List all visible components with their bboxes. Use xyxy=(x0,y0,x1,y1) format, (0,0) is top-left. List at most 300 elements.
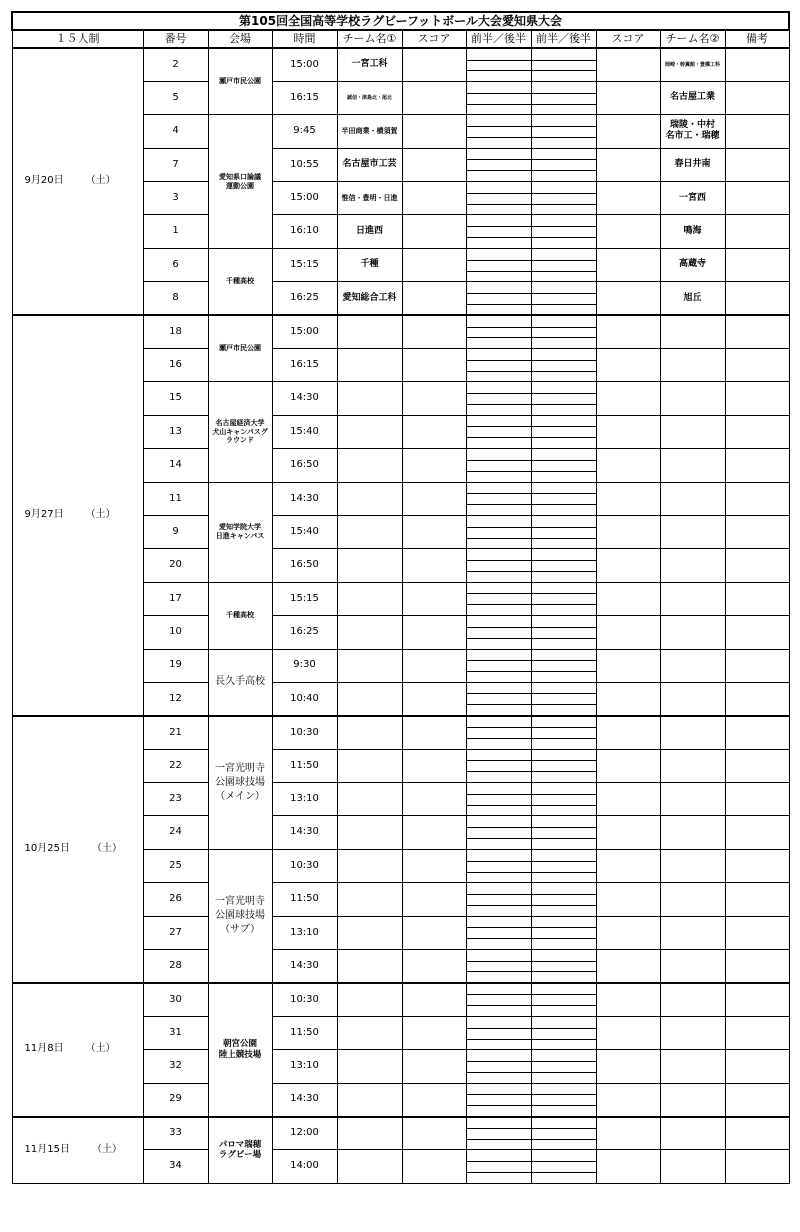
team2-name xyxy=(660,682,725,715)
table-row xyxy=(12,1117,789,1150)
half-score-cell-1 xyxy=(466,215,531,248)
match-number: 23 xyxy=(143,783,208,816)
score1-cell xyxy=(402,950,466,983)
score1-cell xyxy=(402,449,466,482)
kickoff-time: 14:30 xyxy=(272,482,337,515)
kickoff-time: 13:10 xyxy=(272,783,337,816)
kickoff-time: 16:15 xyxy=(272,349,337,382)
half-score-cell-1 xyxy=(466,81,531,114)
half-score-cell-2 xyxy=(531,1083,596,1116)
match-number: 29 xyxy=(143,1083,208,1116)
half-score-cell-2 xyxy=(531,549,596,582)
remarks-cell xyxy=(725,616,789,649)
team1-name xyxy=(337,983,402,1016)
score1-cell xyxy=(402,1083,466,1116)
team2-name xyxy=(660,883,725,916)
score2-cell xyxy=(596,1016,660,1049)
match-number: 2 xyxy=(143,48,208,81)
team2-name xyxy=(660,1117,725,1150)
weekday-label: （土） xyxy=(85,509,116,521)
half-score-cell-2 xyxy=(531,48,596,81)
half-score-cell-1 xyxy=(466,916,531,949)
venue: 朝宮公園 陸上競技場 xyxy=(208,983,272,1117)
team1-name xyxy=(337,582,402,615)
date-label: 9月27日 xyxy=(24,509,64,521)
half-score-cell-2 xyxy=(531,349,596,382)
half-score-cell-2 xyxy=(531,1016,596,1049)
header-remarks: 備考 xyxy=(725,30,789,48)
title-row xyxy=(12,12,789,30)
team2-name xyxy=(660,616,725,649)
score2-cell xyxy=(596,749,660,782)
score2-cell xyxy=(596,482,660,515)
half-score-cell-1 xyxy=(466,849,531,882)
team1-name: 名古屋市工芸 xyxy=(337,148,402,181)
score1-cell xyxy=(402,182,466,215)
half-score-cell-1 xyxy=(466,382,531,415)
half-score-cell-2 xyxy=(531,515,596,548)
remarks-cell xyxy=(725,81,789,114)
half-score-cell-1 xyxy=(466,515,531,548)
score2-cell xyxy=(596,549,660,582)
table-row xyxy=(12,716,789,749)
half-score-cell-2 xyxy=(531,716,596,749)
team1-name xyxy=(337,1016,402,1049)
kickoff-time: 10:40 xyxy=(272,682,337,715)
score2-cell xyxy=(596,282,660,315)
kickoff-time: 9:30 xyxy=(272,649,337,682)
team1-name xyxy=(337,449,402,482)
team2-name xyxy=(660,649,725,682)
kickoff-time: 15:40 xyxy=(272,415,337,448)
remarks-cell xyxy=(725,1050,789,1083)
remarks-cell xyxy=(725,849,789,882)
half-score-cell-1 xyxy=(466,816,531,849)
score2-cell xyxy=(596,916,660,949)
score1-cell xyxy=(402,349,466,382)
date-label: 9月20日 xyxy=(24,175,64,187)
team2-name: 名古屋工業 xyxy=(660,81,725,114)
match-number: 28 xyxy=(143,950,208,983)
match-number: 34 xyxy=(143,1150,208,1183)
score1-cell xyxy=(402,315,466,348)
venue: 一宮光明寺 公園球技場 （メイン） xyxy=(208,716,272,850)
weekday-label: （土） xyxy=(91,1143,122,1155)
half-score-cell-1 xyxy=(466,449,531,482)
score2-cell xyxy=(596,81,660,114)
match-number: 21 xyxy=(143,716,208,749)
header-team1: チーム名① xyxy=(337,30,402,48)
remarks-cell xyxy=(725,916,789,949)
match-number: 10 xyxy=(143,616,208,649)
kickoff-time: 10:30 xyxy=(272,849,337,882)
table-row xyxy=(12,48,789,81)
match-number: 3 xyxy=(143,182,208,215)
remarks-cell xyxy=(725,215,789,248)
team2-name xyxy=(660,1016,725,1049)
score2-cell xyxy=(596,616,660,649)
half-score-cell-1 xyxy=(466,315,531,348)
match-date xyxy=(12,315,143,716)
team2-name xyxy=(660,983,725,1016)
remarks-cell xyxy=(725,549,789,582)
score1-cell xyxy=(402,716,466,749)
match-number: 9 xyxy=(143,515,208,548)
team2-name xyxy=(660,315,725,348)
half-score-cell-1 xyxy=(466,415,531,448)
match-number: 33 xyxy=(143,1117,208,1150)
remarks-cell xyxy=(725,182,789,215)
score1-cell xyxy=(402,682,466,715)
half-score-cell-1 xyxy=(466,182,531,215)
header-number: 番号 xyxy=(143,30,208,48)
remarks-cell xyxy=(725,883,789,916)
half-score-cell-1 xyxy=(466,1083,531,1116)
match-number: 26 xyxy=(143,883,208,916)
half-score-cell-2 xyxy=(531,282,596,315)
table-row xyxy=(12,983,789,1016)
kickoff-time: 15:15 xyxy=(272,248,337,281)
team1-name xyxy=(337,515,402,548)
team2-name: 鳴海 xyxy=(660,215,725,248)
team1-name xyxy=(337,1050,402,1083)
score1-cell xyxy=(402,48,466,81)
team2-name xyxy=(660,849,725,882)
kickoff-time: 11:50 xyxy=(272,1016,337,1049)
score2-cell xyxy=(596,1050,660,1083)
remarks-cell xyxy=(725,716,789,749)
team2-name xyxy=(660,950,725,983)
venue: パロマ瑞穂 ラグビー場 xyxy=(208,1117,272,1184)
score1-cell xyxy=(402,1050,466,1083)
team1-name xyxy=(337,382,402,415)
score2-cell xyxy=(596,1117,660,1150)
team2-name xyxy=(660,415,725,448)
match-number: 22 xyxy=(143,749,208,782)
header-half-scores-2: 前半／後半 xyxy=(531,30,596,48)
score2-cell xyxy=(596,682,660,715)
score2-cell xyxy=(596,182,660,215)
remarks-cell xyxy=(725,1083,789,1116)
half-score-cell-1 xyxy=(466,749,531,782)
score2-cell xyxy=(596,349,660,382)
match-number: 6 xyxy=(143,248,208,281)
half-score-cell-1 xyxy=(466,950,531,983)
match-number: 14 xyxy=(143,449,208,482)
venue: 千種高校 xyxy=(208,582,272,649)
half-score-cell-2 xyxy=(531,649,596,682)
team1-name: 千種 xyxy=(337,248,402,281)
remarks-cell xyxy=(725,415,789,448)
header-venue: 会場 xyxy=(208,30,272,48)
team2-name xyxy=(660,1083,725,1116)
half-score-cell-2 xyxy=(531,382,596,415)
score2-cell xyxy=(596,783,660,816)
remarks-cell xyxy=(725,950,789,983)
table-row xyxy=(12,315,789,348)
match-number: 27 xyxy=(143,916,208,949)
score1-cell xyxy=(402,148,466,181)
remarks-cell xyxy=(725,349,789,382)
kickoff-time: 16:25 xyxy=(272,616,337,649)
half-score-cell-1 xyxy=(466,682,531,715)
half-score-cell-2 xyxy=(531,482,596,515)
half-score-cell-2 xyxy=(531,883,596,916)
kickoff-time: 13:10 xyxy=(272,916,337,949)
team2-name: 旭丘 xyxy=(660,282,725,315)
half-score-cell-1 xyxy=(466,1150,531,1183)
team2-name: 岡崎・幹翼館・豊橋工科 xyxy=(660,48,725,81)
score2-cell xyxy=(596,883,660,916)
half-score-cell-1 xyxy=(466,783,531,816)
team1-name xyxy=(337,916,402,949)
date-label: 10月25日 xyxy=(24,843,70,855)
header-format: １５人制 xyxy=(12,30,143,48)
score1-cell xyxy=(402,81,466,114)
match-number: 13 xyxy=(143,415,208,448)
score2-cell xyxy=(596,315,660,348)
score1-cell xyxy=(402,816,466,849)
match-number: 16 xyxy=(143,349,208,382)
kickoff-time: 14:00 xyxy=(272,1150,337,1183)
venue: 名古屋経済大学 犬山キャンパスグ ラウンド xyxy=(208,382,272,482)
match-number: 24 xyxy=(143,816,208,849)
score2-cell xyxy=(596,1083,660,1116)
team1-name xyxy=(337,1117,402,1150)
score1-cell xyxy=(402,883,466,916)
half-score-cell-1 xyxy=(466,48,531,81)
team2-name xyxy=(660,1050,725,1083)
header-half-scores-1: 前半／後半 xyxy=(466,30,531,48)
match-date xyxy=(12,1117,143,1184)
half-score-cell-1 xyxy=(466,1050,531,1083)
remarks-cell xyxy=(725,816,789,849)
half-score-cell-2 xyxy=(531,950,596,983)
match-date xyxy=(12,983,143,1117)
half-score-cell-2 xyxy=(531,415,596,448)
half-score-cell-2 xyxy=(531,248,596,281)
score1-cell xyxy=(402,248,466,281)
team2-name: 瑞陵・中村 名市工・瑞穂 xyxy=(660,115,725,148)
tournament-schedule-sheet xyxy=(11,11,790,1184)
score2-cell xyxy=(596,248,660,281)
venue: 瀬戸市民公園 xyxy=(208,315,272,382)
team1-name xyxy=(337,315,402,348)
remarks-cell xyxy=(725,148,789,181)
venue: 愛知県口論議 運動公園 xyxy=(208,115,272,249)
half-score-cell-1 xyxy=(466,282,531,315)
half-score-cell-1 xyxy=(466,983,531,1016)
team1-name xyxy=(337,1150,402,1183)
kickoff-time: 14:30 xyxy=(272,382,337,415)
remarks-cell xyxy=(725,48,789,81)
remarks-cell xyxy=(725,482,789,515)
half-score-cell-2 xyxy=(531,1050,596,1083)
sheet-title: 第105回全国高等学校ラグビーフットボール大会愛知県大会 xyxy=(12,12,789,30)
weekday-label: （土） xyxy=(85,175,116,187)
score1-cell xyxy=(402,1016,466,1049)
score2-cell xyxy=(596,515,660,548)
team1-name xyxy=(337,549,402,582)
remarks-cell xyxy=(725,1016,789,1049)
score2-cell xyxy=(596,382,660,415)
team1-name xyxy=(337,950,402,983)
match-date xyxy=(12,716,143,983)
team1-name: 愛知総合工科 xyxy=(337,282,402,315)
half-score-cell-2 xyxy=(531,783,596,816)
team1-name xyxy=(337,1083,402,1116)
half-score-cell-2 xyxy=(531,916,596,949)
half-score-cell-2 xyxy=(531,682,596,715)
match-number: 18 xyxy=(143,315,208,348)
team1-name xyxy=(337,883,402,916)
score2-cell xyxy=(596,582,660,615)
team1-name xyxy=(337,783,402,816)
half-score-cell-1 xyxy=(466,148,531,181)
half-score-cell-2 xyxy=(531,1150,596,1183)
score1-cell xyxy=(402,215,466,248)
match-number: 31 xyxy=(143,1016,208,1049)
team2-name xyxy=(660,549,725,582)
kickoff-time: 16:50 xyxy=(272,449,337,482)
score2-cell xyxy=(596,849,660,882)
team1-name xyxy=(337,682,402,715)
venue: 一宮光明寺 公園球技場 （サブ） xyxy=(208,849,272,983)
kickoff-time: 14:30 xyxy=(272,1083,337,1116)
kickoff-time: 15:15 xyxy=(272,582,337,615)
team2-name xyxy=(660,816,725,849)
team1-name: 惟信・豊明・日進 xyxy=(337,182,402,215)
remarks-cell xyxy=(725,515,789,548)
header-team2: チーム名② xyxy=(660,30,725,48)
score1-cell xyxy=(402,1150,466,1183)
venue: 千種高校 xyxy=(208,248,272,315)
half-score-cell-1 xyxy=(466,1016,531,1049)
team2-name xyxy=(660,582,725,615)
score1-cell xyxy=(402,482,466,515)
score1-cell xyxy=(402,515,466,548)
score2-cell xyxy=(596,48,660,81)
kickoff-time: 11:50 xyxy=(272,749,337,782)
half-score-cell-1 xyxy=(466,883,531,916)
score1-cell xyxy=(402,549,466,582)
date-label: 11月15日 xyxy=(24,1143,70,1155)
team1-name: 半田商業・横須賀 xyxy=(337,115,402,148)
score1-cell xyxy=(402,282,466,315)
kickoff-time: 15:00 xyxy=(272,182,337,215)
half-score-cell-2 xyxy=(531,182,596,215)
team2-name xyxy=(660,716,725,749)
header-row xyxy=(12,30,789,48)
header-time: 時間 xyxy=(272,30,337,48)
kickoff-time: 10:30 xyxy=(272,716,337,749)
half-score-cell-1 xyxy=(466,649,531,682)
schedule-table xyxy=(11,11,790,1184)
team1-name xyxy=(337,816,402,849)
half-score-cell-1 xyxy=(466,1117,531,1150)
match-number: 32 xyxy=(143,1050,208,1083)
score1-cell xyxy=(402,115,466,148)
kickoff-time: 15:00 xyxy=(272,315,337,348)
kickoff-time: 14:30 xyxy=(272,816,337,849)
remarks-cell xyxy=(725,1117,789,1150)
half-score-cell-2 xyxy=(531,81,596,114)
remarks-cell xyxy=(725,382,789,415)
match-date xyxy=(12,48,143,315)
half-score-cell-2 xyxy=(531,616,596,649)
team2-name: 春日井南 xyxy=(660,148,725,181)
team2-name xyxy=(660,449,725,482)
score2-cell xyxy=(596,148,660,181)
half-score-cell-1 xyxy=(466,349,531,382)
score1-cell xyxy=(402,382,466,415)
remarks-cell xyxy=(725,582,789,615)
half-score-cell-1 xyxy=(466,716,531,749)
kickoff-time: 16:25 xyxy=(272,282,337,315)
score2-cell xyxy=(596,215,660,248)
match-number: 5 xyxy=(143,81,208,114)
score1-cell xyxy=(402,616,466,649)
team2-name: 一宮西 xyxy=(660,182,725,215)
match-number: 30 xyxy=(143,983,208,1016)
match-number: 8 xyxy=(143,282,208,315)
header-score2: スコア xyxy=(596,30,660,48)
score1-cell xyxy=(402,1117,466,1150)
half-score-cell-2 xyxy=(531,816,596,849)
kickoff-time: 10:55 xyxy=(272,148,337,181)
half-score-cell-1 xyxy=(466,248,531,281)
kickoff-time: 16:10 xyxy=(272,215,337,248)
half-score-cell-2 xyxy=(531,749,596,782)
kickoff-time: 15:40 xyxy=(272,515,337,548)
venue: 瀬戸市民公園 xyxy=(208,48,272,115)
remarks-cell xyxy=(725,449,789,482)
half-score-cell-2 xyxy=(531,983,596,1016)
team2-name xyxy=(660,1150,725,1183)
score2-cell xyxy=(596,449,660,482)
score2-cell xyxy=(596,415,660,448)
score1-cell xyxy=(402,983,466,1016)
score2-cell xyxy=(596,115,660,148)
team1-name: 誠信・津島北・尾北 xyxy=(337,81,402,114)
score1-cell xyxy=(402,415,466,448)
weekday-label: （土） xyxy=(85,1043,116,1055)
team2-name xyxy=(660,515,725,548)
remarks-cell xyxy=(725,315,789,348)
score2-cell xyxy=(596,983,660,1016)
score2-cell xyxy=(596,1150,660,1183)
score2-cell xyxy=(596,649,660,682)
kickoff-time: 16:15 xyxy=(272,81,337,114)
kickoff-time: 15:00 xyxy=(272,48,337,81)
team2-name xyxy=(660,382,725,415)
date-label: 11月8日 xyxy=(24,1043,64,1055)
half-score-cell-2 xyxy=(531,849,596,882)
team1-name xyxy=(337,349,402,382)
remarks-cell xyxy=(725,783,789,816)
remarks-cell xyxy=(725,115,789,148)
kickoff-time: 16:50 xyxy=(272,549,337,582)
half-score-cell-1 xyxy=(466,115,531,148)
weekday-label: （土） xyxy=(91,843,122,855)
half-score-cell-1 xyxy=(466,549,531,582)
match-number: 12 xyxy=(143,682,208,715)
team1-name xyxy=(337,616,402,649)
half-score-cell-1 xyxy=(466,482,531,515)
kickoff-time: 13:10 xyxy=(272,1050,337,1083)
score1-cell xyxy=(402,783,466,816)
kickoff-time: 12:00 xyxy=(272,1117,337,1150)
